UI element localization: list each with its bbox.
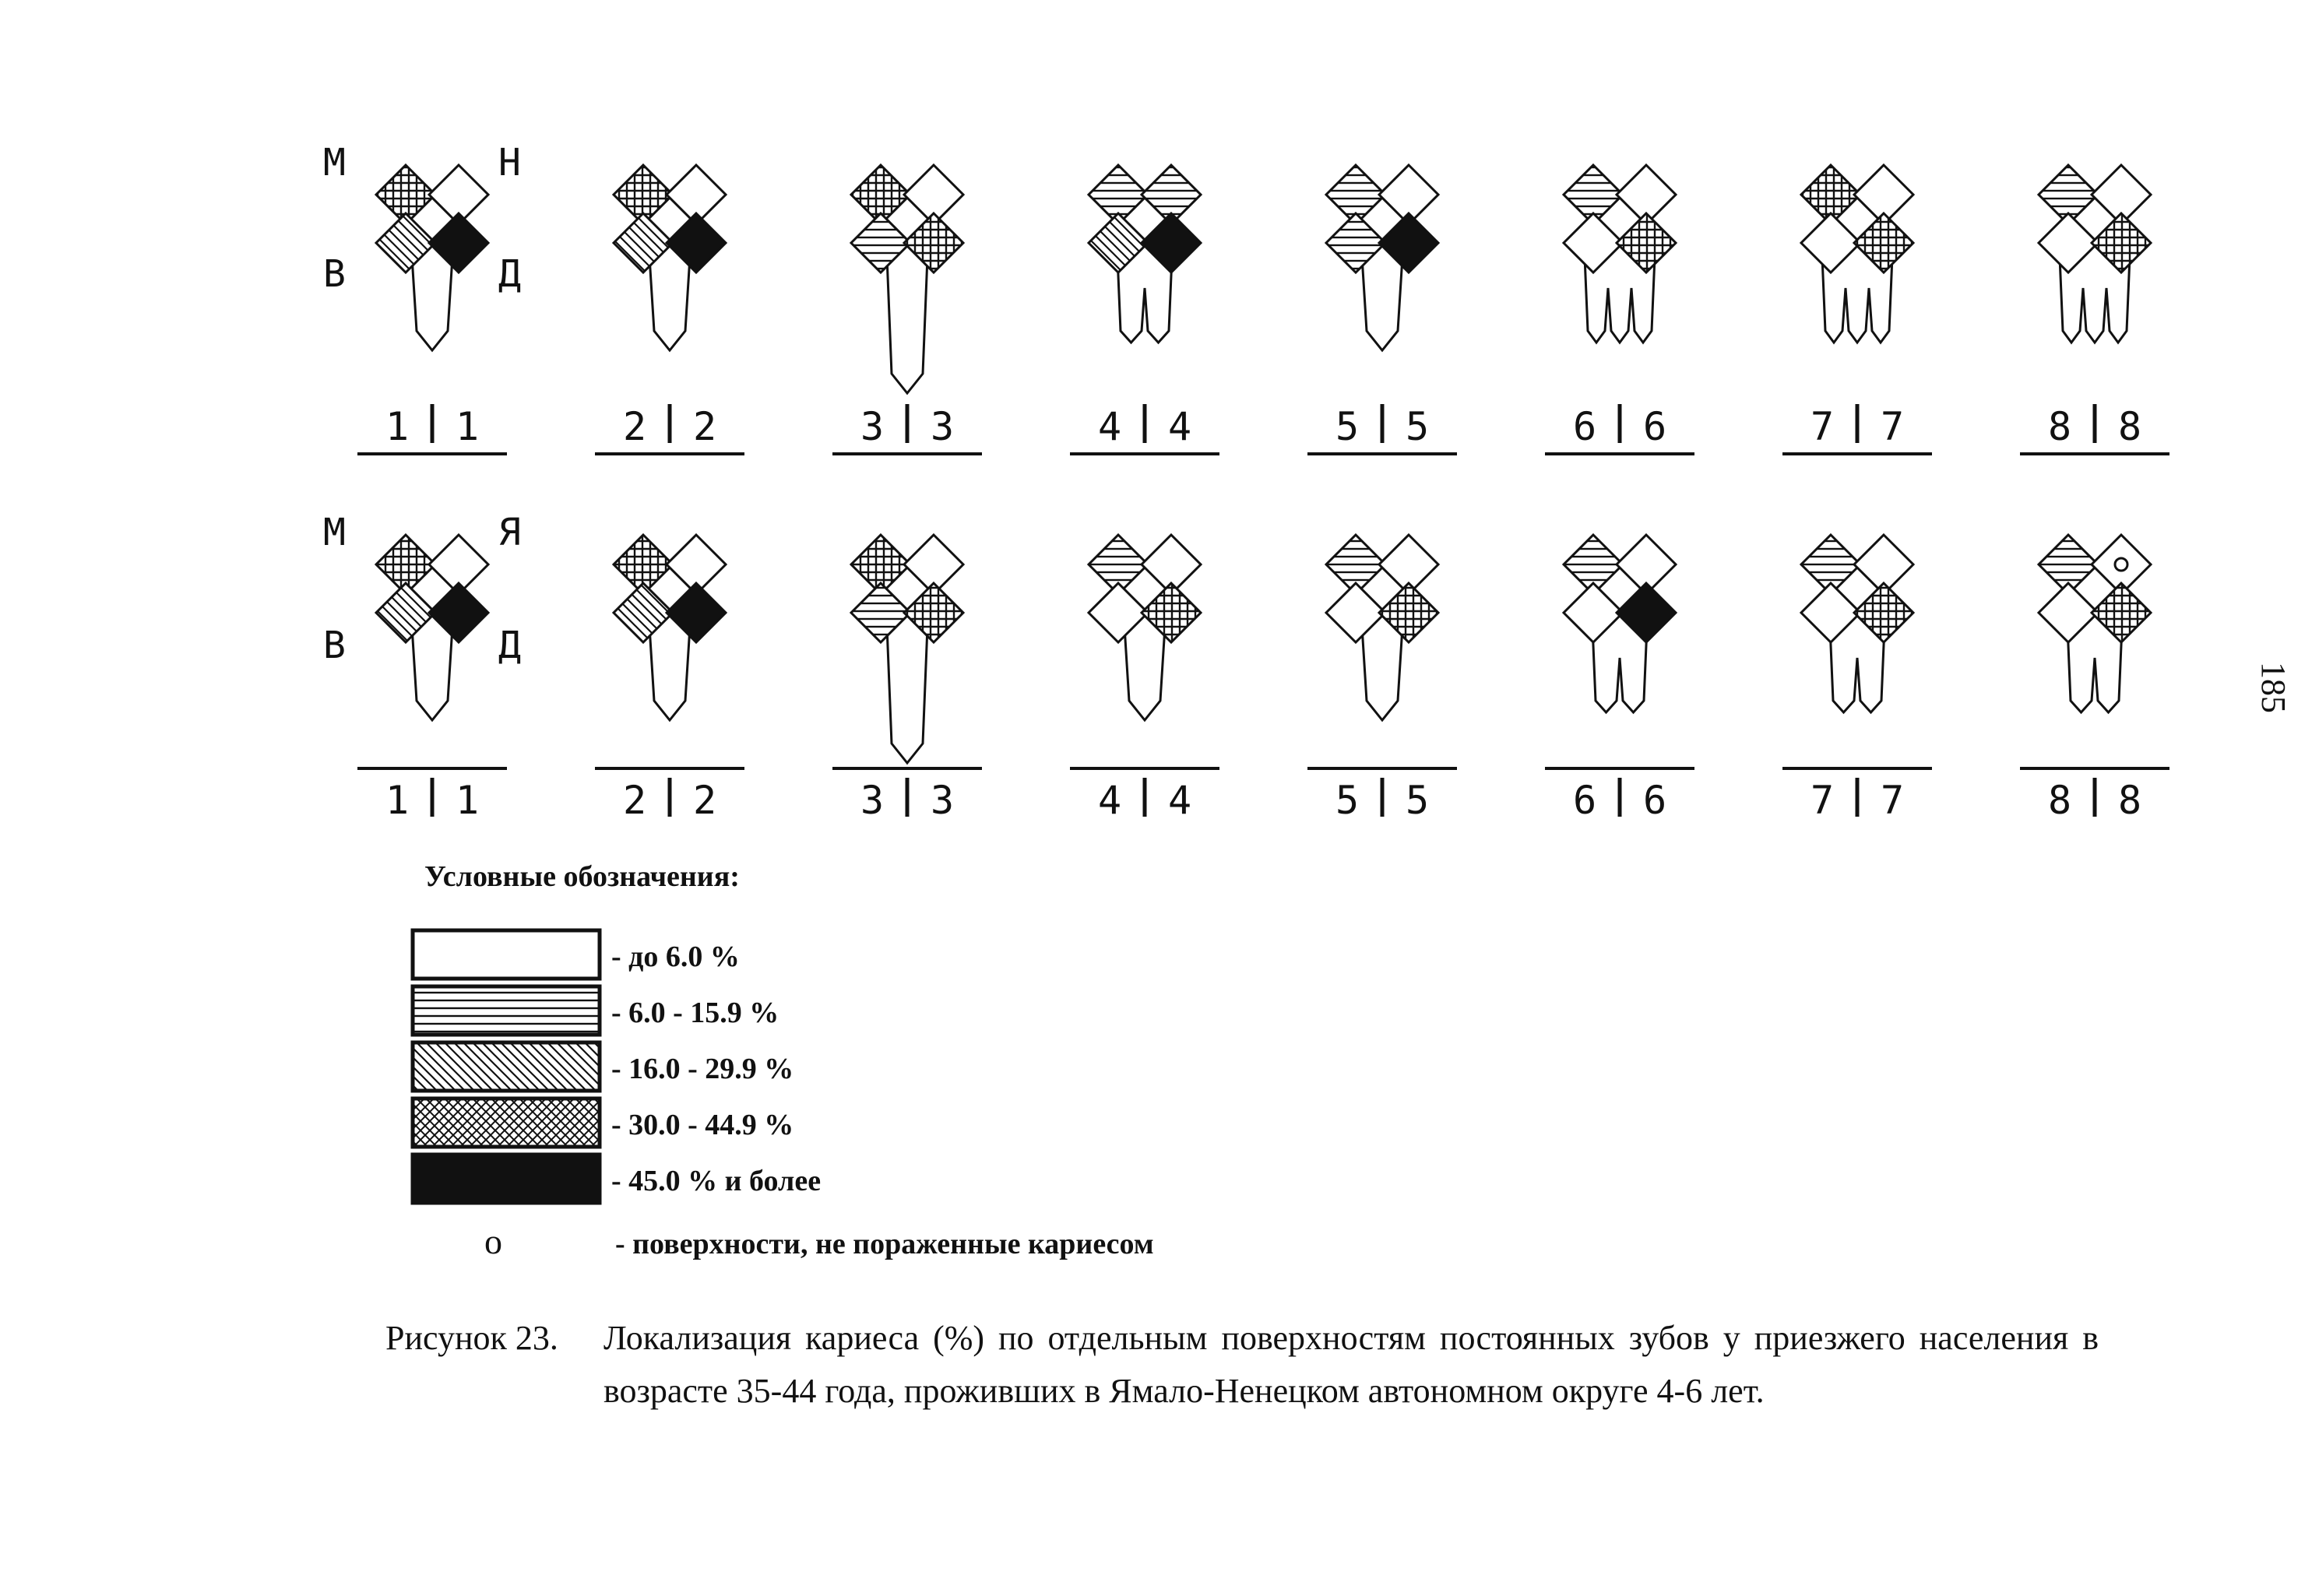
roots [1592, 627, 1647, 712]
root [1362, 257, 1402, 350]
tooth-number-upper-5 [1307, 404, 1457, 454]
tooth-number-right: 4 [1168, 778, 1192, 823]
tooth-number-right: 3 [931, 404, 955, 449]
tooth-number-right: 1 [456, 404, 480, 449]
tooth-number-upper-4 [1070, 404, 1219, 454]
tooth-number-lower-2 [595, 768, 744, 823]
tooth-number-right: 6 [1643, 778, 1667, 823]
root [887, 627, 927, 763]
tooth-number-right: 7 [1881, 404, 1905, 449]
tooth-lower-5 [1326, 535, 1438, 720]
legend-label: - 6.0 - 15.9 % [611, 997, 779, 1029]
tooth-upper-6 [1564, 165, 1676, 343]
tooth-number-upper-2 [595, 404, 744, 454]
tooth-number-upper-3 [832, 404, 982, 454]
tooth-number-lower-5 [1307, 768, 1457, 823]
tooth-number-lower-7 [1782, 768, 1932, 823]
legend-item-2 [413, 1042, 794, 1091]
legend-circle-symbol: о [484, 1222, 502, 1261]
tooth-number-left: 5 [1335, 778, 1360, 823]
page-number: 185 [2254, 662, 2293, 713]
legend [413, 860, 1154, 1261]
legend-label: - до 6.0 % [611, 940, 740, 973]
tooth-number-upper-6 [1545, 404, 1694, 454]
lower-jaw-row [357, 535, 2169, 823]
upper-jaw-row [357, 165, 2169, 454]
legend-title: Условные обозначения: [424, 860, 740, 893]
tooth-number-left: 7 [1811, 404, 1835, 449]
tooth-number-lower-6 [1545, 768, 1694, 823]
surface-label-m-lower: М [323, 511, 346, 554]
root [412, 627, 452, 720]
tooth-number-right: 3 [931, 778, 955, 823]
tooth-number-upper-8 [2020, 404, 2169, 454]
surface-label-v-upper: В [323, 252, 346, 296]
tooth-number-left: 3 [860, 404, 885, 449]
surface-label-m-upper: М [323, 141, 346, 185]
tooth-number-lower-1 [357, 768, 507, 823]
roots [1117, 257, 1172, 343]
tooth-number-lower-3 [832, 768, 982, 823]
caption-text: Локализация кариеса (%) по отдельным поверхностям постоянных зубов у приезжего населения в возрасте 35-44 года, проживших в Ямало-Ненецком автономном округе 4-6 лет. [604, 1319, 2099, 1410]
tooth-number-lower-4 [1070, 768, 1219, 823]
tooth-number-left: 2 [623, 404, 647, 449]
tooth-lower-8 [2039, 535, 2151, 712]
root [1124, 627, 1165, 720]
legend-label: - 30.0 - 44.9 % [611, 1109, 794, 1141]
legend-item-3 [413, 1099, 794, 1147]
surface-label-d-upper: Д [498, 252, 521, 296]
tooth-number-left: 6 [1573, 778, 1597, 823]
roots [2067, 627, 2122, 712]
root [1362, 627, 1402, 720]
tooth-number-left: 7 [1811, 778, 1835, 823]
surface-label-v-lower: В [323, 624, 346, 667]
legend-label: - 45.0 % и более [611, 1165, 822, 1197]
roots [1830, 627, 1884, 712]
tooth-upper-4 [1089, 165, 1201, 343]
tooth-number-right: 7 [1881, 778, 1905, 823]
tooth-number-right: 1 [456, 778, 480, 823]
legend-swatch [413, 986, 600, 1035]
surface-label-d-lower: Д [498, 624, 521, 667]
tooth-upper-8 [2039, 165, 2151, 343]
tooth-lower-6 [1564, 535, 1676, 712]
legend-swatch [413, 1099, 600, 1147]
tooth-number-right: 5 [1406, 404, 1430, 449]
tooth-upper-2 [614, 165, 726, 350]
tooth-number-right: 2 [693, 404, 717, 449]
tooth-upper-1 [376, 165, 488, 350]
tooth-number-right: 8 [2118, 778, 2142, 823]
tooth-lower-7 [1801, 535, 1913, 712]
root [887, 257, 927, 393]
tooth-lower-4 [1089, 535, 1201, 720]
tooth-number-left: 1 [385, 778, 410, 823]
tooth-number-left: 1 [385, 404, 410, 449]
tooth-number-upper-1 [357, 404, 507, 454]
tooth-number-left: 5 [1335, 404, 1360, 449]
legend-item-4 [413, 1155, 821, 1203]
surface-label-n-upper: Н [498, 141, 521, 185]
root [649, 627, 690, 720]
tooth-number-left: 8 [2048, 404, 2072, 449]
tooth-number-left: 2 [623, 778, 647, 823]
tooth-number-right: 4 [1168, 404, 1192, 449]
unaffected-surface-circle [2115, 558, 2127, 571]
legend-label: - 16.0 - 29.9 % [611, 1053, 794, 1085]
tooth-number-left: 6 [1573, 404, 1597, 449]
tooth-number-right: 5 [1406, 778, 1430, 823]
tooth-lower-3 [851, 535, 963, 763]
root [649, 257, 690, 350]
legend-swatch [413, 1155, 600, 1203]
tooth-number-lower-8 [2020, 768, 2169, 823]
tooth-upper-7 [1801, 165, 1913, 343]
tooth-number-left: 4 [1098, 778, 1122, 823]
tooth-number-left: 3 [860, 778, 885, 823]
legend-circle-label: - поверхности, не пораженные кариесом [615, 1228, 1154, 1260]
legend-swatch [413, 1042, 600, 1091]
surface-label-ya-lower: Я [498, 511, 521, 554]
tooth-upper-5 [1326, 165, 1438, 350]
caption-label: Рисунок 23. [385, 1319, 558, 1357]
tooth-number-right: 2 [693, 778, 717, 823]
legend-swatch [413, 930, 600, 979]
tooth-number-left: 4 [1098, 404, 1122, 449]
legend-item-1 [413, 986, 779, 1035]
tooth-lower-2 [614, 535, 726, 720]
tooth-number-right: 8 [2118, 404, 2142, 449]
tooth-number-left: 8 [2048, 778, 2072, 823]
root [412, 257, 452, 350]
tooth-number-right: 6 [1643, 404, 1667, 449]
tooth-lower-1 [376, 535, 488, 720]
tooth-upper-3 [851, 165, 963, 393]
legend-item-0 [413, 930, 740, 979]
tooth-number-upper-7 [1782, 404, 1932, 454]
